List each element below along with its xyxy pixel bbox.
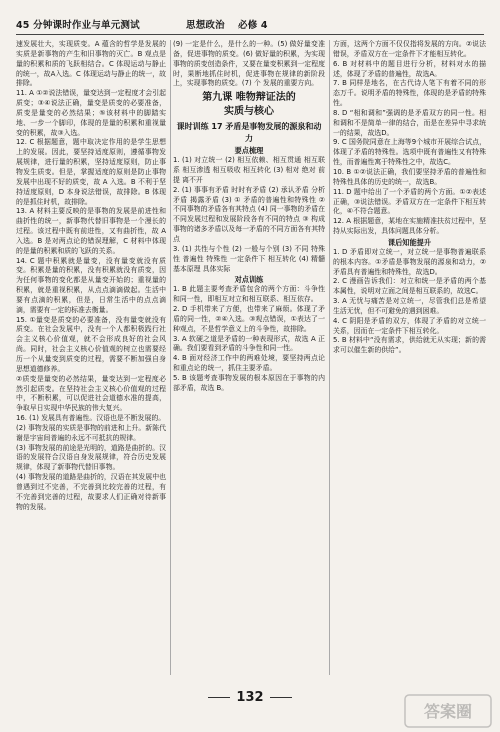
answer-paragraph: 16. (1) 发展具有普遍性。汉语也是不断发展的。 (16, 414, 166, 423)
answer-paragraph: 10. B ①②说法正确，我们要坚持矛盾的普遍性和特殊性具体的历史的统一，故选B。 (333, 167, 486, 186)
answer-paragraph: 4. C 阴阳是矛盾的双方，体现了矛盾的对立统一关系，因而在一定条件下相互转化。 (333, 316, 486, 335)
answer-paragraph: 4. B 面对经济工作中的两难处境，要坚持两点论和重点论的统一，抓住主要矛盾。 (173, 354, 325, 373)
answer-paragraph: 14. C 题中积累就是量变，没有量变就没有质变。积累是量的积累，没有积累就没有质变，因为任何事物的变化都是从量变开始的；重视量的积累，就是重视积累，从点点滴滴做起。生活中要有点滴的积累，但是，日常生活中的点点滴滴，需要有一定的标准去衡量。 (16, 256, 166, 314)
answer-paragraph: (9) 一定是什么，是什么的一种。(5) 做好量变准备，促进事物的质变。(6) 做好量的积累，为实现事物的质变创造条件，又要在量变积累到一定程度时，果断地抓住时机，促进事物在规律的新阶段上，实现事物的质变。(7) 个 发展的重要方向。 (173, 40, 325, 88)
page-header (16, 14, 484, 35)
key-point-item: 2. (1) 事事有矛盾 时时有矛盾 (2) 承认矛盾 分析矛盾 揭露矛盾 (3) ① 矛盾的普遍性和特殊性 ② 不同事物的矛盾各有其特点 (4) 同一事物的矛盾在不同发展过程和发展阶段各有不同的特点 ③ 构成事物的诸多矛盾以及每一矛盾的不同方面各有其特点 (173, 185, 325, 243)
answer-paragraph: 1. D 矛盾即对立统一，对立统一是事物普遍联系的根本内容。①矛盾是事物发展的源泉和动力，②矛盾具有普遍性和特殊性，故选D。 (333, 247, 486, 276)
answer-paragraph: 5. B 材料中“没有需求，供给就无从实现；新的需求可以催生新的供给”。 (333, 336, 486, 355)
answer-paragraph: 2. C 漫画告诉我们：对立和统一是矛盾的两个基本属性，说明对立面之间是相互联系的，故选C。 (333, 277, 486, 296)
answer-paragraph: 速发展壮大，实现质变。A 蕴含的哲学是发展的实质是新事物的产生和旧事物的灭亡。B 观点是量的积累和质的飞跃相结合。C 体现运动与静止的统一，故A入选。C 体现运动与静止的统一，故排除。 (16, 40, 166, 88)
answer-paragraph: 9. C 国务院同意在上海等9个城市开展综合试点，体现了矛盾的特殊性。选项中既有普遍性又有特殊性，而普遍性寓于特殊性之中，故选C。 (333, 138, 486, 167)
book-title: 45 分钟课时作业与单元测试 (16, 20, 140, 31)
answer-paragraph: 方面，这两个方面不仅仅指将发展的方向。②说法错误，矛盾双方在一定条件下才能相互转化。 (333, 40, 486, 58)
answer-paragraph: 6. B 对材料中的题目进行分析，材料对水的描述，体现了矛盾的普遍性，故选A。 (333, 59, 486, 78)
answer-paragraph: (4) 事物发展的道路是曲折的，汉语在其发展中也曾遇到过不完善，不完善到比较完善的过程，有不完善到完善的过程，故要求人们正确对待新事物的发展。 (16, 473, 166, 511)
answer-paragraph: ②质变是量变的必然结果，量变达到一定程度必然引起质变。在坚持社会主义核心价值观的过程中，不断积累，可以促进社会道德水准的提高，争取早日实现中华民族的伟大复兴。 (16, 374, 166, 413)
answer-columns (16, 40, 486, 675)
page-number-dash-right (270, 697, 292, 698)
subject-label: 思想政治 (186, 20, 225, 31)
subheading-training: 对点训练 (234, 275, 264, 285)
page-number-dash-left (208, 697, 230, 698)
section-title: 课时训练 17 矛盾是事物发展的源泉和动力 (176, 122, 322, 144)
volume-label: 必修 4 (238, 20, 268, 31)
column-middle (173, 40, 325, 675)
column-right (333, 40, 486, 675)
watermark-text: 答案圈 (423, 702, 473, 721)
answer-paragraph: 3. A 无忧与痛苦是对立统一，尽管我们总是希望生活无忧，但不可避免的遇到困难。 (333, 297, 486, 315)
answer-paragraph: 12. C 根据题意，题中取决定作用的是学生思想上的发展。因此，要坚持适度原则，遵循事物发展规律，进行量的积累，坚持适度原则，防止事物发生质变。但是，掌握适度的原则是防止事物发展中出现不好的质变，故 A 入选。B 不利于坚持适度原则，D 本身说法错误，故排除。B 体现的是抓住时机，故排除。 (16, 138, 166, 206)
key-point-item: 1. (1) 对立统一 (2) 相互依赖、相互贯通 相互联系 相互渗透 相互吸收 相互转化 (3) 相对 绝对 前提 离不开 (173, 156, 325, 184)
answer-paragraph: 1. B 此题主要考查矛盾包含的两个方面：斗争性和同一性，即相互对立和相互联系、相互依存。 (173, 285, 325, 304)
answer-paragraph: 3. A 软硬之道是矛盾的一种表现形式，故选 A 正确。我们要看到矛盾的斗争性和同一性。 (173, 334, 325, 353)
answer-paragraph: 15. ①量变是质变的必要准备，没有量变就没有质变。在社会发展中，没有一个人都积极践行社会主义核心价值观，就不会形成良好的社会风尚。同时，社会主义核心价值观的树立也需要经历一个从量变到质变的过程，需要不断加强自身思想道德修养。 (16, 315, 166, 373)
answer-paragraph: (2) 事物发展的实质是事物的前进和上升。新陈代谢是宇宙间普遍的永远不可抵抗的规律。 (16, 423, 166, 442)
answer-paragraph: 7. B 同样是地名，在古代诗人笔下有着不同的形态万千。说明矛盾的特殊性，体现的是矛盾的特殊性。 (333, 79, 486, 108)
answer-paragraph: 11. A ①②说法错误，量变达到一定程度才会引起质变；③④说法正确，量变是质变的必要准备，质变是量变的必然结果；⑤该材料中的脚踏实地、一步一个脚印，体现的是量的积累和重视量变的积累，故③入选。 (16, 89, 166, 137)
lesson-title: 第九课 唯物辩证法的 实质与核心 (202, 92, 296, 118)
subheading-after-class: 课后知能提升 (387, 237, 432, 247)
answer-paragraph: 2. D 手机带来了方便，也带来了麻烦。体现了矛盾的同一性，②④入选。③观点错误，①表达了一种观点，不是哲学意义上的斗争性，故排除。 (173, 305, 325, 333)
answer-paragraph: 12. A 根据题意，某地在实施精准扶贫过程中，坚持从实际出发，具体问题具体分析。 (333, 217, 486, 236)
page-number: 132 (0, 690, 500, 705)
subheading-key-points: 要点梳理 (234, 146, 264, 156)
watermark-logo (404, 694, 492, 728)
column-left (16, 40, 166, 675)
key-point-item: 3. (1) 共性与个性 (2) 一般与个别 (3) 不同 特殊性 普遍性 特殊性 一定条件下 相互转化 (4) 精髓 基本原理 具体实际 (173, 244, 325, 273)
answer-paragraph: (3) 事物发展的前途是光明的，道路是曲折的。汉语的发展符合汉语自身发展规律，符合历史发展规律，体现了新事物代替旧事物。 (16, 443, 166, 472)
answer-paragraph: 8. D “相和调和”强调的是矛盾双方的同一性。相和调和不是简单一律的结合，而是在差异中寻求统一的结果，故选D。 (333, 108, 486, 137)
answer-paragraph: 5. B 该题考查事物发展的根本原因在于事物的内部矛盾，故选 B。 (173, 373, 325, 392)
answer-paragraph: 13. A 材料主要反映的是事物的发展是前进性和曲折性的统一，新事物代替旧事物是一个漫长的过程。该过程中既有前进性，又有曲折性，故 A 入选。B 是对两点论的错误理解，C 材料中体现的是量的积累和质的飞跃的关系。 (16, 207, 166, 255)
answer-paragraph: 11. D 题中给出了一个矛盾的两个方面。①②表述正确，③说法错误。矛盾双方在一定条件下相互转化，④不符合题意。 (333, 187, 486, 216)
